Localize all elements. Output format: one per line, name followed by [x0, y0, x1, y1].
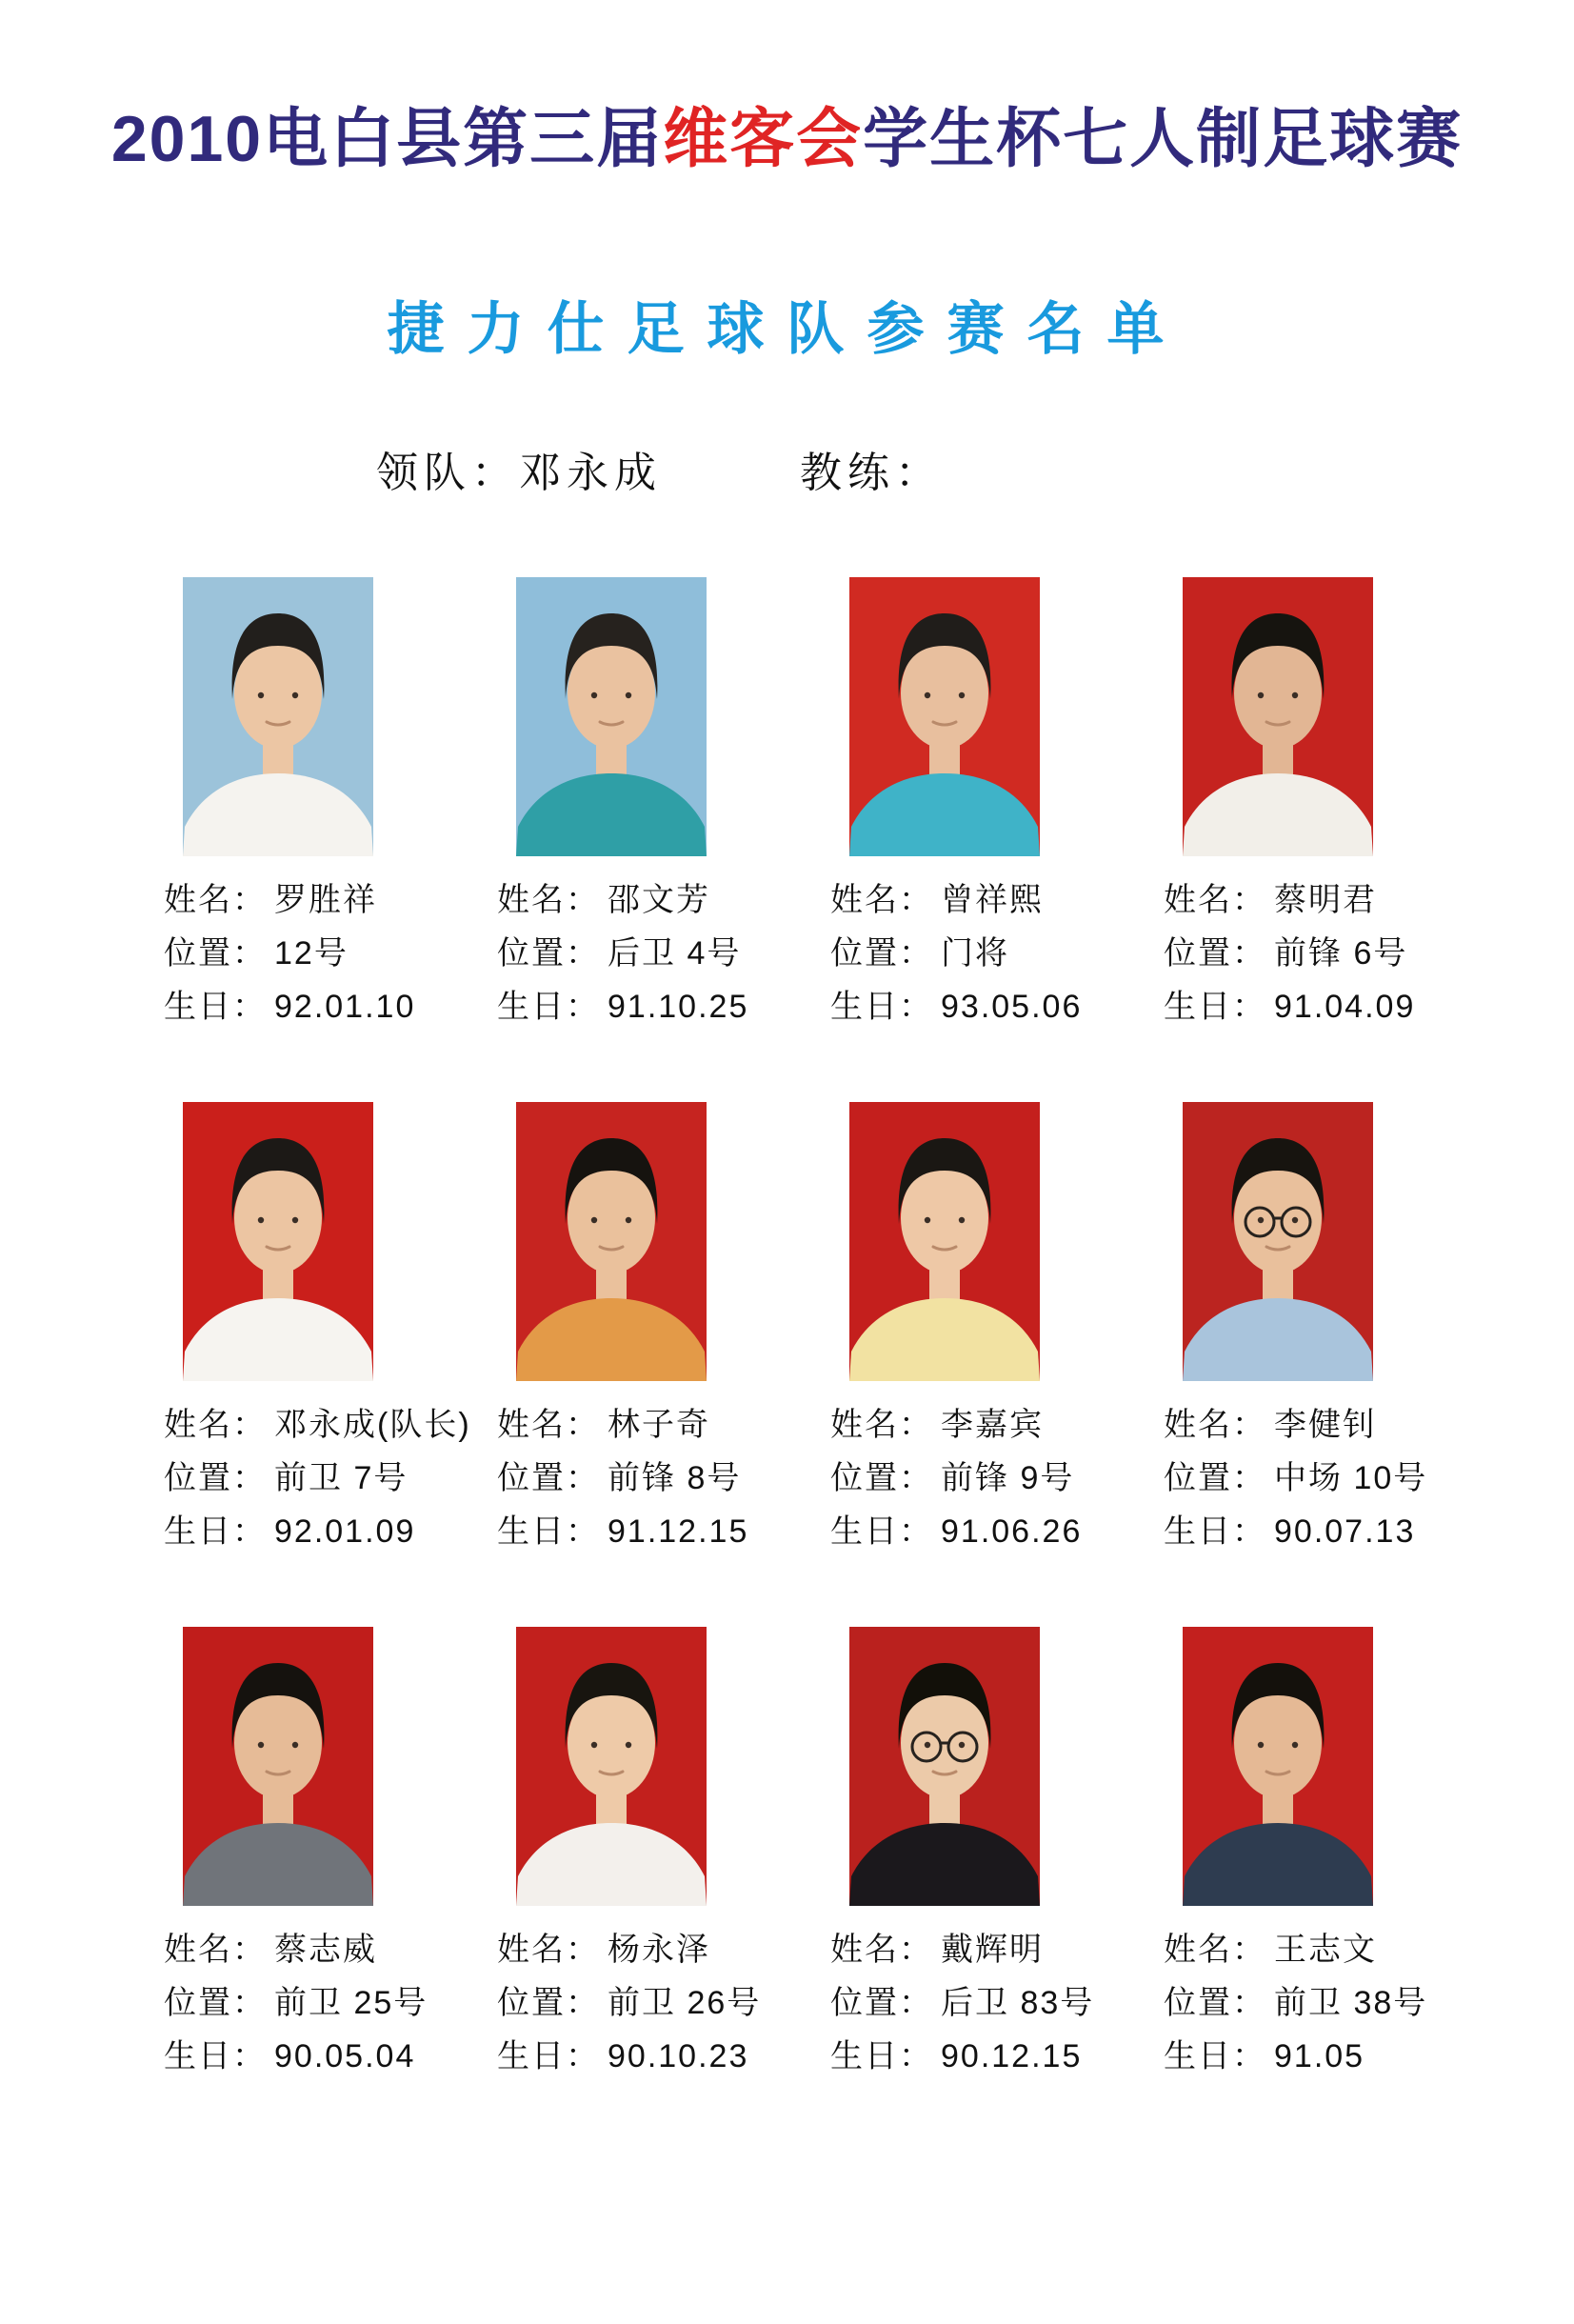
player-position: 中场 10号 [1274, 1460, 1428, 1497]
birthday-label: 生日： [830, 2038, 933, 2075]
leader-label: 领队： [376, 450, 519, 497]
player-birthday-line [497, 2030, 830, 2083]
player-position-line [164, 927, 497, 980]
player-portrait-illustration [1183, 577, 1373, 856]
position-label: 位置： [1164, 1460, 1266, 1497]
player-position: 后卫 4号 [608, 935, 742, 972]
player-name-line [1164, 873, 1497, 927]
player-position-line [830, 1452, 1164, 1505]
player-info [1164, 873, 1497, 1033]
player-birthday-line [497, 980, 830, 1033]
player-photo [516, 1627, 707, 1906]
player-name-line [164, 873, 497, 927]
player-info [497, 1923, 830, 2083]
player-position: 前卫 38号 [1274, 1985, 1428, 2022]
player-birthday-line [1164, 1505, 1497, 1558]
name-label: 姓名： [1164, 882, 1266, 919]
name-label: 姓名： [830, 1407, 933, 1444]
player-birthday: 91.12.15 [608, 1513, 749, 1551]
player-info [830, 873, 1164, 1033]
team-subtitle: 捷力仕足球队参赛名单 [387, 297, 1187, 362]
player-position: 后卫 83号 [941, 1985, 1095, 2022]
player-position-line [164, 1452, 497, 1505]
player-birthday: 90.05.04 [274, 2038, 416, 2075]
player-name: 王志文 [1274, 1932, 1377, 1969]
name-label: 姓名： [497, 1932, 600, 1969]
player-info [164, 1398, 497, 1558]
position-label: 位置： [497, 935, 600, 972]
birthday-label: 生日： [497, 2038, 600, 2075]
player-card [497, 1627, 830, 2083]
name-label: 姓名： [1164, 1407, 1266, 1444]
player-birthday-line [830, 1505, 1164, 1558]
player-birthday: 91.10.25 [608, 989, 749, 1026]
player-photo [183, 577, 373, 856]
player-name: 李嘉宾 [941, 1407, 1044, 1444]
player-name: 罗胜祥 [274, 882, 377, 919]
player-info [830, 1398, 1164, 1558]
player-position-line [830, 1976, 1164, 2030]
leaders-line [376, 438, 1574, 499]
player-portrait-illustration [849, 577, 1040, 856]
player-birthday: 90.12.15 [941, 2038, 1083, 2075]
player-birthday-line [497, 1505, 830, 1558]
player-photo [1183, 577, 1373, 856]
player-portrait-illustration [849, 1102, 1040, 1381]
title-part1: 2010电白县第三届 [110, 103, 664, 175]
player-name-line [497, 1923, 830, 1976]
player-card [830, 577, 1164, 1033]
player-name-line [164, 1398, 497, 1452]
player-photo [849, 577, 1040, 856]
player-position: 前卫 7号 [274, 1460, 408, 1497]
player-name-line [830, 1398, 1164, 1452]
player-birthday: 91.05 [1274, 2038, 1365, 2075]
player-photo [849, 1627, 1040, 1906]
name-label: 姓名： [497, 1407, 600, 1444]
position-label: 位置： [497, 1460, 600, 1497]
player-name: 蔡明君 [1274, 882, 1377, 919]
player-photo [183, 1102, 373, 1381]
player-position-line [497, 1976, 830, 2030]
player-position-line [1164, 1452, 1497, 1505]
player-birthday-line [830, 2030, 1164, 2083]
player-position: 门将 [941, 935, 1009, 972]
player-card [1164, 577, 1497, 1033]
player-photo [183, 1627, 373, 1906]
birthday-label: 生日： [1164, 1513, 1266, 1551]
player-portrait-illustration [1183, 1102, 1373, 1381]
player-portrait-illustration [183, 1102, 373, 1381]
position-label: 位置： [164, 1985, 267, 2022]
player-card [497, 1102, 830, 1558]
player-position: 前锋 6号 [1274, 935, 1408, 972]
player-info [830, 1923, 1164, 2083]
position-label: 位置： [830, 1460, 933, 1497]
player-card [830, 1102, 1164, 1558]
player-card [1164, 1627, 1497, 2083]
player-birthday-line [164, 2030, 497, 2083]
player-position: 前卫 25号 [274, 1985, 428, 2022]
title-part2: 学生杯七人制足球赛 [863, 103, 1464, 175]
player-name: 林子奇 [608, 1407, 710, 1444]
birthday-label: 生日： [164, 989, 267, 1026]
leader-name: 邓永成 [519, 450, 662, 497]
player-info [497, 1398, 830, 1558]
player-birthday: 92.01.10 [274, 989, 416, 1026]
title-highlight: 维客会 [663, 103, 864, 175]
name-label: 姓名： [497, 882, 600, 919]
birthday-label: 生日： [497, 1513, 600, 1551]
player-info [497, 873, 830, 1033]
player-photo [516, 577, 707, 856]
player-card [164, 1102, 497, 1558]
birthday-label: 生日： [830, 1513, 933, 1551]
page-title [0, 97, 1574, 181]
roster-page [0, 97, 1574, 2324]
player-name: 杨永泽 [608, 1932, 710, 1969]
name-label: 姓名： [164, 1407, 267, 1444]
birthday-label: 生日： [164, 1513, 267, 1551]
player-birthday: 93.05.06 [941, 989, 1083, 1026]
player-photo [1183, 1627, 1373, 1906]
player-position-line [164, 1976, 497, 2030]
position-label: 位置： [164, 1460, 267, 1497]
player-birthday: 90.10.23 [608, 2038, 749, 2075]
player-position-line [830, 927, 1164, 980]
player-position: 前卫 26号 [608, 1985, 762, 2022]
player-name-line [830, 1923, 1164, 1976]
position-label: 位置： [830, 1985, 933, 2022]
name-label: 姓名： [1164, 1932, 1266, 1969]
player-name-line [497, 873, 830, 927]
player-portrait-illustration [1183, 1627, 1373, 1906]
player-name: 李健钊 [1274, 1407, 1377, 1444]
player-grid [164, 577, 1574, 2083]
player-name: 曾祥熙 [941, 882, 1044, 919]
birthday-label: 生日： [1164, 2038, 1266, 2075]
name-label: 姓名： [830, 882, 933, 919]
player-birthday-line [1164, 2030, 1497, 2083]
player-birthday: 91.06.26 [941, 1513, 1083, 1551]
player-info [1164, 1398, 1497, 1558]
position-label: 位置： [1164, 935, 1266, 972]
player-birthday-line [830, 980, 1164, 1033]
name-label: 姓名： [164, 1932, 267, 1969]
player-card [1164, 1102, 1497, 1558]
player-photo [1183, 1102, 1373, 1381]
position-label: 位置： [497, 1985, 600, 2022]
player-name: 蔡志威 [274, 1932, 377, 1969]
player-position-line [497, 927, 830, 980]
player-name-line [830, 873, 1164, 927]
player-photo [516, 1102, 707, 1381]
player-card [164, 577, 497, 1033]
player-birthday-line [164, 980, 497, 1033]
player-portrait-illustration [183, 1627, 373, 1906]
birthday-label: 生日： [830, 989, 933, 1026]
name-label: 姓名： [164, 882, 267, 919]
player-info [1164, 1923, 1497, 2083]
player-name-line [1164, 1923, 1497, 1976]
player-name-line [164, 1923, 497, 1976]
player-portrait-illustration [183, 577, 373, 856]
player-birthday-line [1164, 980, 1497, 1033]
player-position-line [497, 1452, 830, 1505]
player-card [830, 1627, 1164, 2083]
player-birthday-line [164, 1505, 497, 1558]
player-birthday: 91.04.09 [1274, 989, 1416, 1026]
player-card [497, 577, 830, 1033]
player-name: 戴辉明 [941, 1932, 1044, 1969]
player-name-line [1164, 1398, 1497, 1452]
player-info [164, 873, 497, 1033]
player-birthday: 90.07.13 [1274, 1513, 1416, 1551]
player-position-line [1164, 927, 1497, 980]
player-portrait-illustration [516, 1627, 707, 1906]
player-position-line [1164, 1976, 1497, 2030]
birthday-label: 生日： [497, 989, 600, 1026]
player-birthday: 92.01.09 [274, 1513, 416, 1551]
player-portrait-illustration [516, 1102, 707, 1381]
player-card [164, 1627, 497, 2083]
name-label: 姓名： [830, 1932, 933, 1969]
birthday-label: 生日： [1164, 989, 1266, 1026]
player-photo [849, 1102, 1040, 1381]
player-info [164, 1923, 497, 2083]
position-label: 位置： [1164, 1985, 1266, 2022]
player-name: 邵文芳 [608, 882, 710, 919]
player-position: 12号 [274, 935, 349, 972]
birthday-label: 生日： [164, 2038, 267, 2075]
player-position: 前锋 9号 [941, 1460, 1075, 1497]
position-label: 位置： [164, 935, 267, 972]
player-name-line [497, 1398, 830, 1452]
position-label: 位置： [830, 935, 933, 972]
player-name: 邓永成(队长) [274, 1407, 471, 1444]
player-portrait-illustration [849, 1627, 1040, 1906]
coach-label: 教练： [800, 450, 943, 497]
player-portrait-illustration [516, 577, 707, 856]
player-position: 前锋 8号 [608, 1460, 742, 1497]
